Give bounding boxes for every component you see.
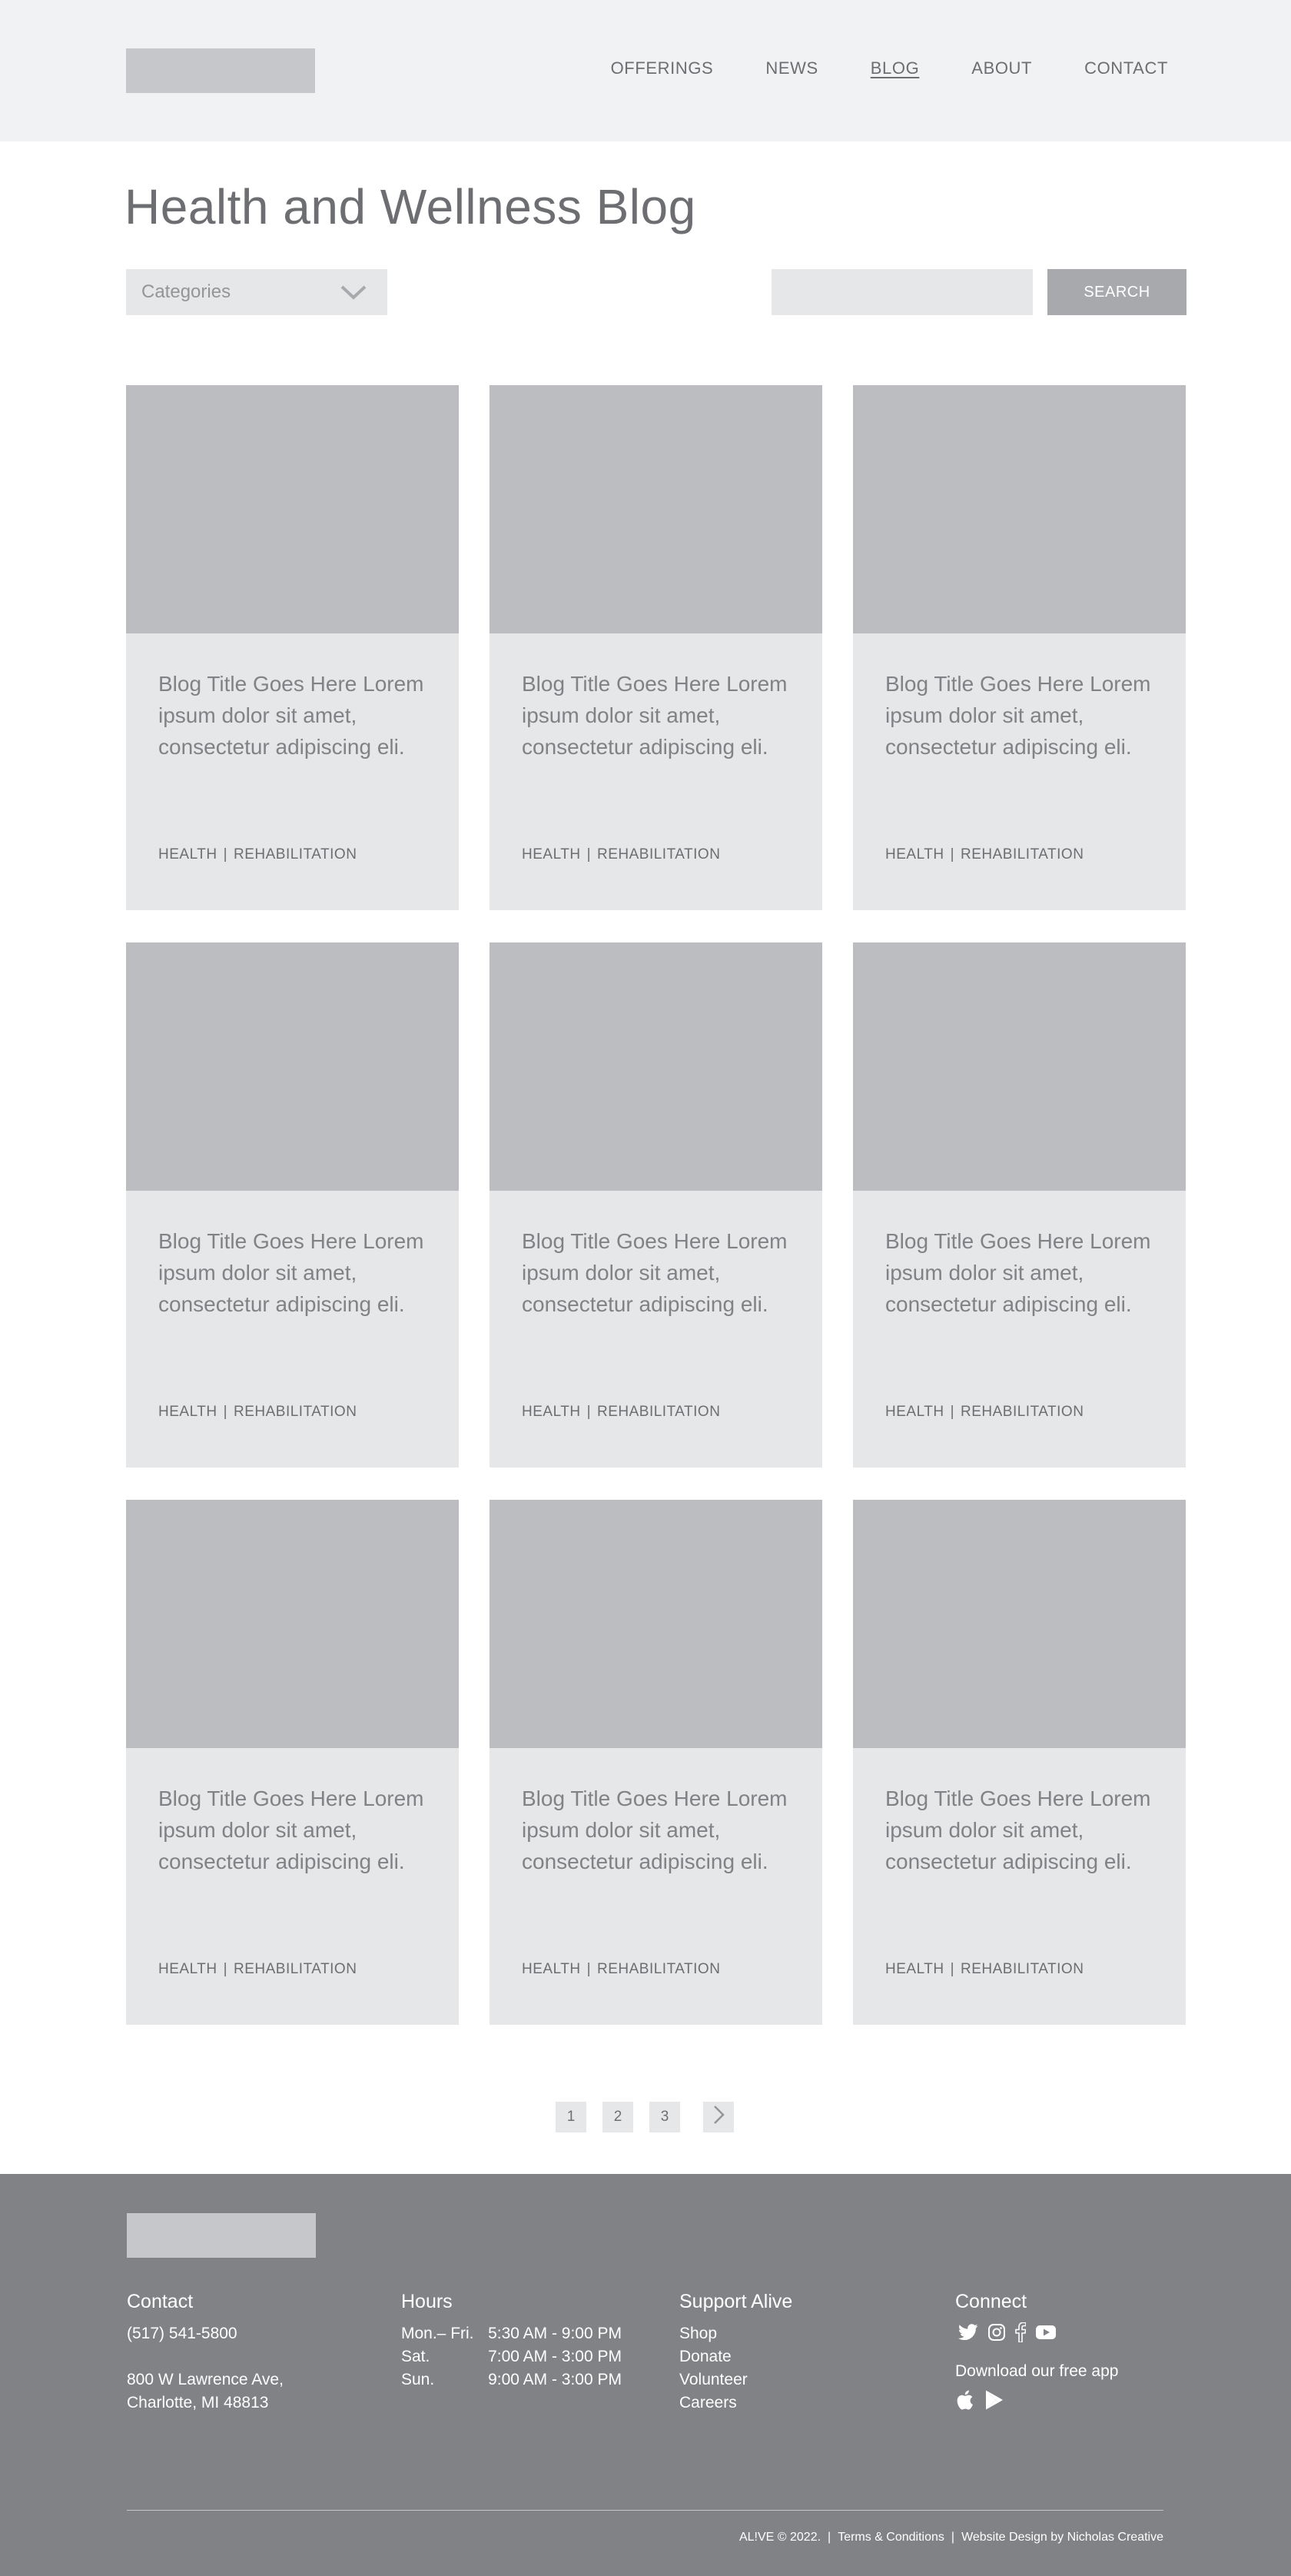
blog-card-image[interactable] (853, 1500, 1186, 1748)
copyright-text: AL!VE © 2022. (738, 2531, 821, 2544)
footer-support (679, 2291, 792, 2415)
address-line-2: Charlotte, MI 48813 (127, 2394, 269, 2411)
site-footer (0, 2174, 1291, 2576)
tag-health[interactable]: HEALTH (158, 1404, 217, 1420)
tag-health[interactable]: HEALTH (158, 1961, 217, 1977)
tag-separator: | (586, 846, 591, 863)
blog-card-image[interactable] (126, 385, 459, 633)
page-2-button[interactable]: 2 (602, 2102, 633, 2132)
tag-rehabilitation[interactable]: REHABILITATION (961, 1961, 1084, 1977)
tag-separator: | (950, 1404, 954, 1420)
blog-card-tags (158, 1404, 357, 1421)
footer-hours (401, 2291, 622, 2392)
phone-number[interactable]: (517) 541-5800 (127, 2325, 237, 2342)
page-1-button[interactable]: 1 (556, 2102, 586, 2132)
youtube-icon[interactable] (1035, 2325, 1057, 2344)
page-3-button[interactable]: 3 (649, 2102, 680, 2132)
instagram-icon[interactable] (987, 2323, 1006, 2345)
blog-card-title[interactable]: Blog Title Goes Here Lorem ipsum dolor sit amet, consectetur adipiscing eli. (885, 1229, 1151, 1316)
tag-health[interactable]: HEALTH (522, 1961, 581, 1977)
blog-card[interactable] (853, 1500, 1186, 2025)
tag-separator: | (223, 1961, 227, 1977)
blog-card-title[interactable]: Blog Title Goes Here Lorem ipsum dolor sit amet, consectetur adipiscing eli. (885, 1787, 1151, 1873)
tag-rehabilitation[interactable]: REHABILITATION (597, 1961, 721, 1977)
footer-contact (127, 2291, 284, 2415)
blog-card[interactable] (853, 942, 1186, 1467)
chevron-right-icon (712, 2105, 725, 2129)
tag-rehabilitation[interactable]: REHABILITATION (234, 846, 357, 863)
blog-card[interactable] (126, 385, 459, 910)
footer-support-heading: Support Alive (679, 2291, 793, 2312)
nav-contact[interactable]: CONTACT (1084, 58, 1168, 78)
page-title: Health and Wellness Blog (124, 179, 696, 234)
hours-row (401, 2322, 622, 2345)
tag-health[interactable]: HEALTH (158, 846, 217, 863)
hours-day: Sun. (401, 2371, 435, 2388)
blog-card-image[interactable] (853, 385, 1186, 633)
categories-dropdown[interactable] (126, 269, 387, 315)
search-input[interactable] (772, 269, 1033, 315)
blog-card[interactable] (490, 385, 822, 910)
tag-rehabilitation[interactable]: REHABILITATION (597, 1404, 721, 1420)
footer-connect (955, 2291, 1118, 2415)
twitter-icon[interactable] (958, 2324, 978, 2345)
support-link-careers[interactable]: Careers (679, 2394, 737, 2411)
footer-hours-heading: Hours (401, 2291, 453, 2312)
tag-health[interactable]: HEALTH (522, 1404, 581, 1420)
blog-card-image[interactable] (490, 385, 822, 633)
tag-health[interactable]: HEALTH (885, 1404, 944, 1420)
blog-card[interactable] (490, 942, 822, 1467)
blog-card-image[interactable] (490, 942, 822, 1191)
hours-day: Mon.– Fri. (401, 2325, 474, 2342)
blog-card-image[interactable] (853, 942, 1186, 1191)
blog-card-tags (885, 1961, 1084, 1978)
social-links (958, 2322, 1118, 2346)
blog-card-tags (158, 846, 357, 863)
facebook-icon[interactable] (1015, 2322, 1026, 2346)
tag-separator: | (586, 1961, 591, 1977)
blog-card-tags (885, 846, 1084, 863)
nav-blog[interactable]: BLOG (870, 58, 920, 78)
support-link-donate[interactable]: Donate (679, 2348, 732, 2365)
support-link-volunteer[interactable]: Volunteer (679, 2371, 748, 2388)
google-play-icon[interactable] (984, 2389, 1004, 2415)
tag-separator: | (586, 1404, 591, 1420)
footer-separator: | (951, 2531, 955, 2544)
blog-card-title[interactable]: Blog Title Goes Here Lorem ipsum dolor sit amet, consectetur adipiscing eli. (158, 1787, 424, 1873)
tag-health[interactable]: HEALTH (522, 846, 581, 863)
footer-contact-heading: Contact (127, 2291, 194, 2312)
blog-card-title[interactable]: Blog Title Goes Here Lorem ipsum dolor sit amet, consectetur adipiscing eli. (522, 1229, 788, 1316)
app-links (955, 2389, 1118, 2415)
blog-card-tags (522, 846, 720, 863)
next-page-button[interactable] (703, 2102, 734, 2132)
blog-card-tags (522, 1404, 720, 1421)
blog-card-title[interactable]: Blog Title Goes Here Lorem ipsum dolor sit amet, consectetur adipiscing eli. (522, 1787, 788, 1873)
support-links (679, 2322, 792, 2415)
designer-credit-link[interactable]: Website Design by Nicholas Creative (961, 2531, 1163, 2544)
blog-card-image[interactable] (126, 942, 459, 1191)
hours-row (401, 2368, 622, 2392)
apple-icon[interactable] (955, 2389, 974, 2415)
footer-connect-heading: Connect (955, 2291, 1027, 2312)
download-app-text: Download our free app (955, 2362, 1119, 2380)
terms-link[interactable]: Terms & Conditions (838, 2531, 944, 2544)
address-line-1: 800 W Lawrence Ave, (127, 2371, 284, 2388)
site-logo[interactable] (126, 48, 315, 93)
pagination (556, 2102, 734, 2132)
site-header (0, 0, 1291, 141)
footer-logo[interactable] (127, 2213, 316, 2258)
footer-separator: | (828, 2531, 831, 2544)
footer-bottom (739, 2531, 1163, 2544)
nav-offerings[interactable]: OFFERINGS (610, 58, 714, 78)
tag-health[interactable]: HEALTH (885, 846, 944, 863)
blog-card[interactable] (126, 1500, 459, 2025)
tag-rehabilitation[interactable]: REHABILITATION (961, 846, 1084, 863)
blog-card-title[interactable]: Blog Title Goes Here Lorem ipsum dolor sit amet, consectetur adipiscing eli. (885, 672, 1151, 759)
blog-card-tags (522, 1961, 720, 1978)
blog-card[interactable] (126, 942, 459, 1467)
blog-grid (126, 385, 1186, 2025)
blog-card-title[interactable]: Blog Title Goes Here Lorem ipsum dolor sit amet, consectetur adipiscing eli. (522, 672, 788, 759)
blog-card-image[interactable] (126, 1500, 459, 1748)
chevron-down-icon (340, 278, 367, 308)
main-nav (559, 57, 1168, 80)
hours-time: 9:00 AM - 3:00 PM (488, 2371, 622, 2388)
tag-rehabilitation[interactable]: REHABILITATION (234, 1961, 357, 1977)
hours-day: Sat. (401, 2348, 430, 2365)
categories-label: Categories (141, 281, 231, 302)
search-button[interactable]: SEARCH (1047, 269, 1186, 315)
nav-news[interactable]: NEWS (765, 58, 818, 78)
nav-about[interactable]: ABOUT (971, 58, 1033, 78)
blog-card-tags (158, 1961, 357, 1978)
footer-divider (127, 2510, 1163, 2511)
tag-separator: | (223, 846, 227, 863)
tag-rehabilitation[interactable]: REHABILITATION (597, 846, 721, 863)
hours-time: 7:00 AM - 3:00 PM (488, 2348, 622, 2365)
tag-rehabilitation[interactable]: REHABILITATION (961, 1404, 1084, 1420)
blog-card[interactable] (853, 385, 1186, 910)
hours-time: 5:30 AM - 9:00 PM (488, 2325, 622, 2342)
blog-card-title[interactable]: Blog Title Goes Here Lorem ipsum dolor sit amet, consectetur adipiscing eli. (158, 1229, 424, 1316)
blog-card-title[interactable]: Blog Title Goes Here Lorem ipsum dolor sit amet, consectetur adipiscing eli. (158, 672, 424, 759)
blog-card-image[interactable] (490, 1500, 822, 1748)
tag-health[interactable]: HEALTH (885, 1961, 944, 1977)
tag-separator: | (223, 1404, 227, 1420)
hours-row (401, 2345, 622, 2368)
tag-separator: | (950, 846, 954, 863)
blog-card-tags (885, 1404, 1084, 1421)
tag-rehabilitation[interactable]: REHABILITATION (234, 1404, 357, 1420)
tag-separator: | (950, 1961, 954, 1977)
blog-card[interactable] (490, 1500, 822, 2025)
support-link-shop[interactable]: Shop (679, 2325, 718, 2342)
spacer (127, 2345, 284, 2368)
